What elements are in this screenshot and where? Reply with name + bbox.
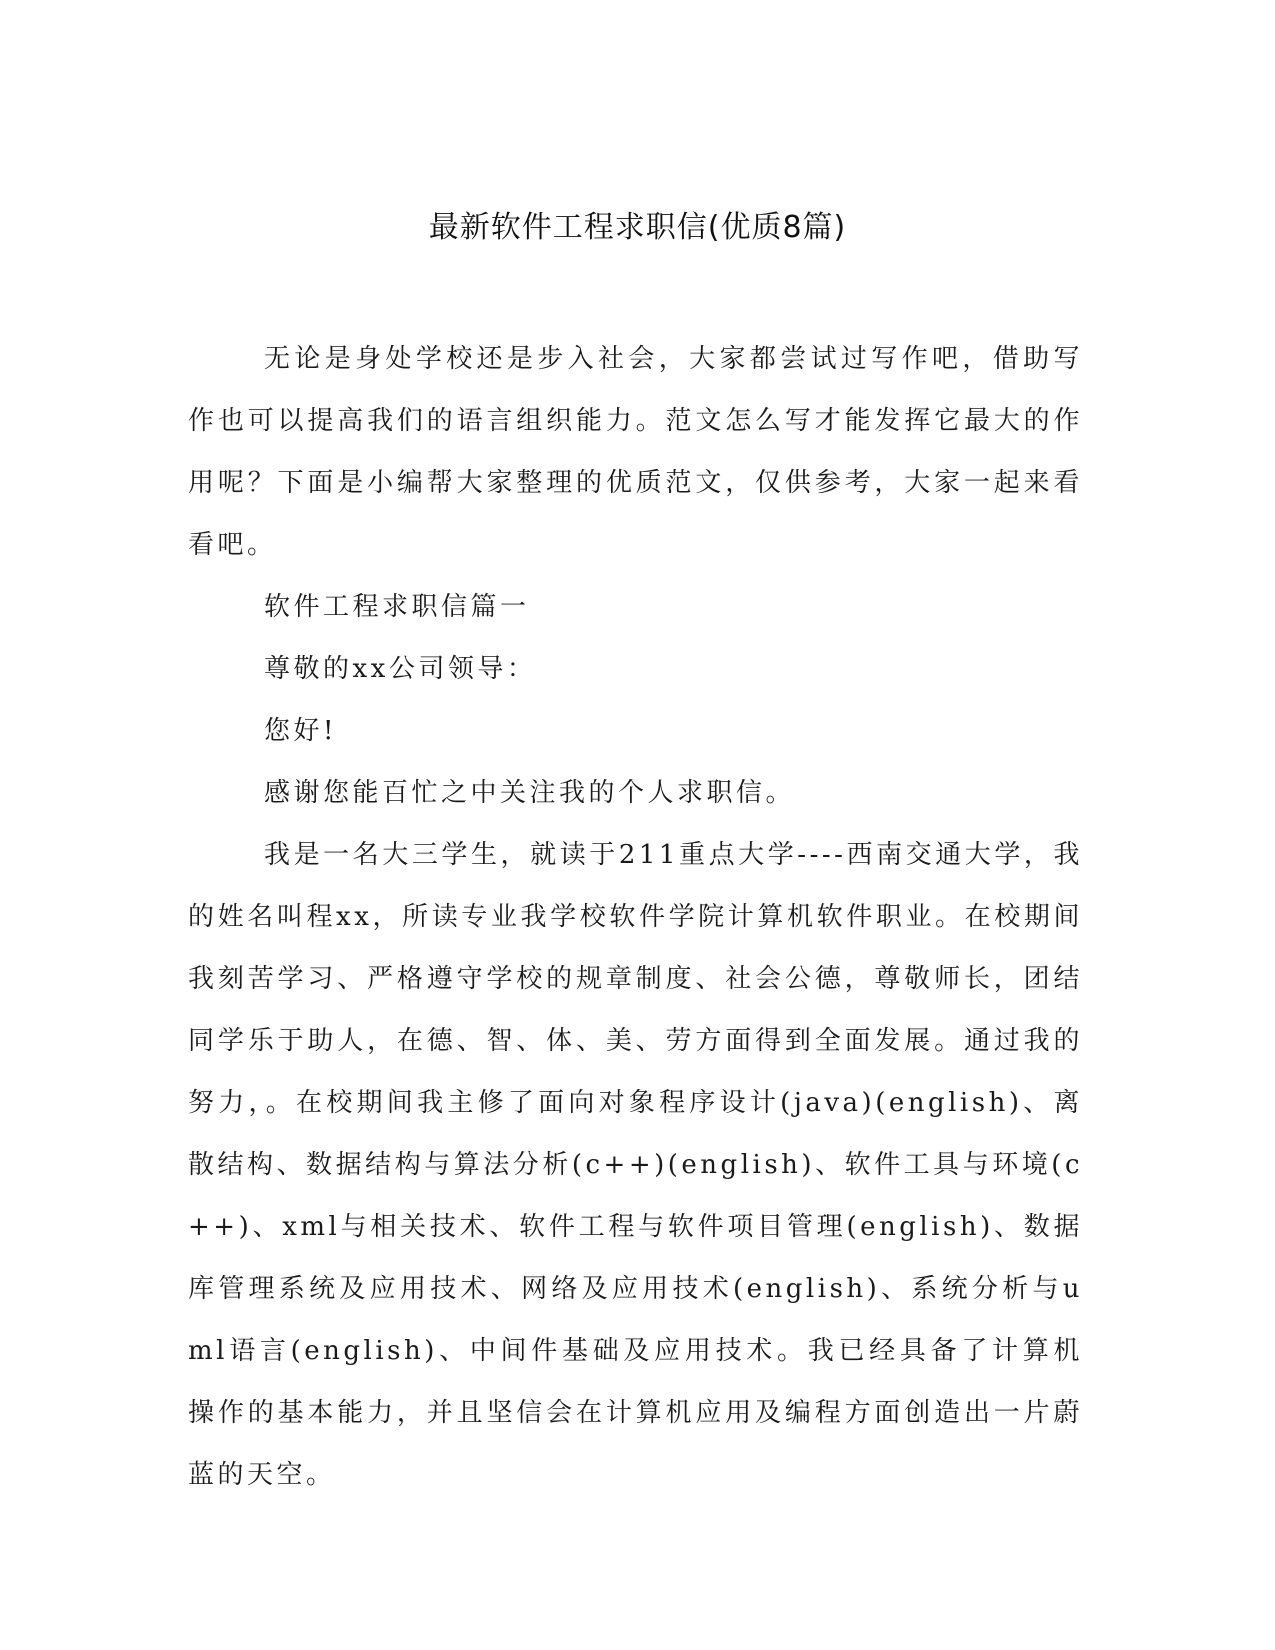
thanks-paragraph: 感谢您能百忙之中关注我的个人求职信。 [264, 778, 796, 808]
self-introduction-paragraph: 我是一名大三学生，就读于211重点大学----西南交通大学，我的姓名叫程xx，所读专业我学校软件学院计算机软件职业。在校期间我刻苦学习、严格遵守学校的规章制度、社会公德，尊敬师长，团结同学乐于助人，在德、智、体、美、劳方面得到全面发展。通过我的努力，。在校期间我主修了面向对象程序设计(java)(english)、离散结构、数据结构与算法分析(c++)(english)、软件工具与环境(c++)、xml与相关技术、软件工程与软件项目管理(english)、数据库管理系统及应用技术、网络及应用技术(english)、系统分析与uml语言(english)、中间件基础及应用技术。我已经具备了计算机操作的基本能力，并且坚信会在计算机应用及编程方面创造出一片蔚蓝的天空。 [188, 840, 1083, 1490]
document-title: 最新软件工程求职信(优质8篇) [428, 210, 847, 245]
salutation: 尊敬的xx公司领导： [264, 654, 537, 684]
section-heading: 软件工程求职信篇一 [264, 592, 530, 622]
intro-paragraph: 无论是身处学校还是步入社会，大家都尝试过写作吧，借助写作也可以提高我们的语言组织能力。范文怎么写才能发挥它最大的作用呢？下面是小编帮大家整理的优质范文，仅供参考，大家一起来看看吧。 [188, 344, 1083, 560]
greeting: 您好! [264, 716, 337, 746]
document-body [188, 328, 1083, 1506]
